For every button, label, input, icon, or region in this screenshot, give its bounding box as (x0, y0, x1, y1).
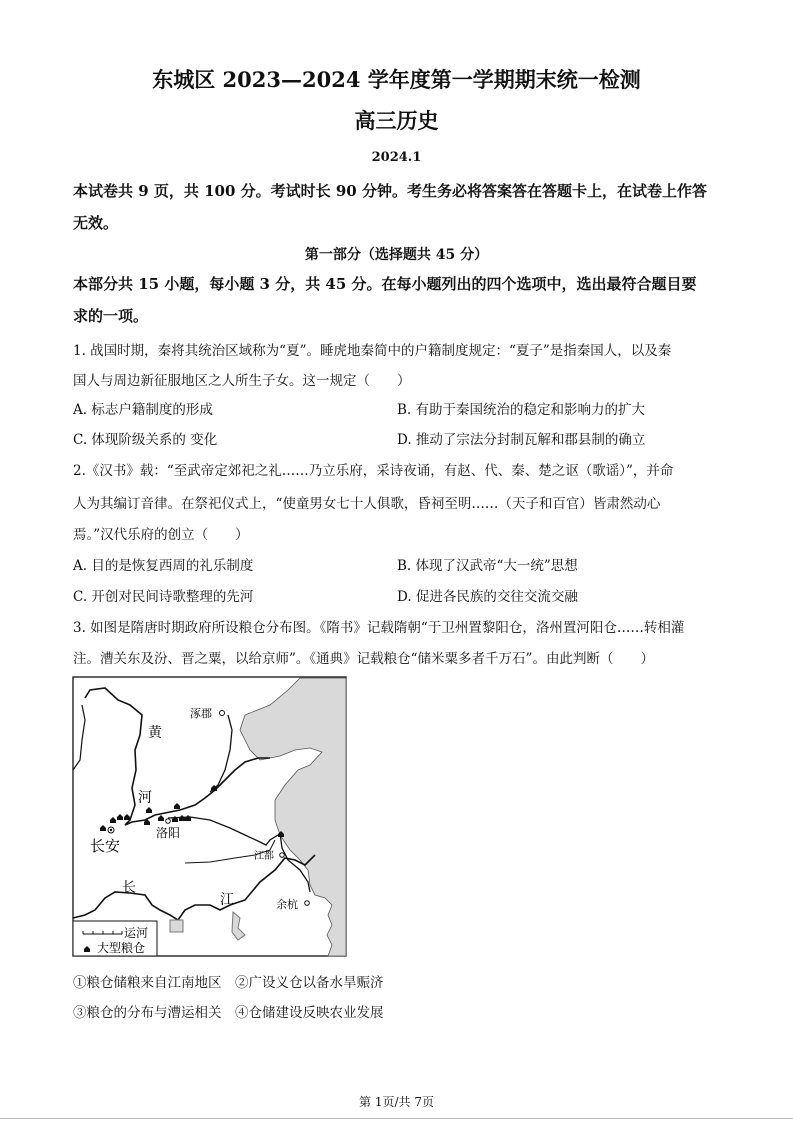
question-3-statements-line: ①粮仓储粮来自江南地区 ②广设义仓以备水旱赈济 (73, 975, 384, 991)
label-he: 河 (138, 790, 152, 806)
exam-title: 东城区 2023—2024 学年度第一学期期末统一检测 (152, 67, 641, 92)
question-2-option-c: C. 开创对民间诗歌整理的先河 (73, 589, 254, 605)
question-2-stem-line: 2.《汉书》载：“至武帝定郊祀之礼……乃立乐府，采诗夜诵，有赵、代、秦、楚之讴（歌谣）”，并命 (73, 463, 674, 479)
question-3-stem-line: 注。漕关东及汾、晋之粟，以给京师”。《通典》记载粮仓“储米粟多者千万石”。由此判断（ ） (73, 651, 654, 667)
question-1-option-b: B. 有助于秦国统治的稳定和影响力的扩大 (397, 402, 646, 418)
label-zhuojun: 涿郡 (190, 707, 212, 720)
instructions-line-1: 本试卷共 9 页，共 100 分。考试时长 90 分钟。考生务必将答案答在答题卡上，在试卷上作答 (73, 182, 707, 200)
question-1-stem-line: 1. 战国时期，秦将其统治区域称为“夏”。睡虎地秦简中的户籍制度规定：“夏子”是指秦国人，以及秦 (73, 343, 672, 359)
question-1-option-c: C. 体现阶级关系的 变化 (73, 432, 218, 448)
label-changan: 长安 (90, 837, 121, 855)
section-desc-line-2: 求的一项。 (73, 307, 149, 325)
page-footer: 第 1页/共 7页 (359, 1095, 434, 1109)
label-luoyang: 洛阳 (156, 826, 181, 840)
question-2-option-a: A. 目的是恢复西周的礼乐制度 (73, 558, 254, 574)
section-desc-line-1: 本部分共 15 小题，每小题 3 分，共 45 分。在每小题列出的四个选项中，选出最符合题目要 (73, 275, 697, 293)
exam-date: 2024.1 (371, 150, 422, 165)
city-marker (280, 853, 285, 858)
legend-canal: 运河 (124, 926, 149, 940)
question-1-option-d: D. 推动了宗法分封制瓦解和郡县制的确立 (397, 432, 646, 448)
lake (170, 920, 183, 932)
instructions-line-2: 无效。 (73, 214, 119, 232)
label-jiang: 江 (220, 892, 234, 908)
exam-subject: 高三历史 (354, 108, 439, 133)
question-2-option-d: D. 促进各民族的交往交流交融 (397, 589, 578, 605)
legend-granary: 大型粮仓 (97, 941, 146, 955)
footer-divider (0, 1118, 793, 1119)
question-1-stem-line: 国人与周边新征服地区之人所生子女。这一规定（ ） (73, 373, 411, 389)
question-1-option-a: A. 标志户籍制度的形成 (73, 402, 213, 418)
question-2-stem-line: 人为其编订音律。在祭祀仪式上，“使童男女七十人俱歌，昏祠至明……（天子和百官）皆肃然动心 (73, 496, 661, 512)
question-3-stem-line: 3. 如图是隋唐时期政府所设粮仓分布图。《隋书》记载隋朝“于卫州置黎阳仓，洛州置河阳仓……转相灌 (73, 620, 685, 636)
label-jiangdu: 江都 (254, 851, 274, 862)
city-marker (220, 711, 225, 716)
granary-distribution-map (70, 670, 360, 960)
city-marker (305, 901, 310, 906)
question-2-stem-line: 焉。”汉代乐府的创立（ ） (73, 527, 249, 543)
label-huang: 黄 (148, 725, 162, 741)
label-yuhang: 余杭 (276, 898, 298, 911)
label-chang: 长 (122, 880, 136, 896)
city-marker (166, 819, 171, 824)
question-3-statements-line: ③粮仓的分布与漕运相关 ④仓储建设反映农业发展 (73, 1005, 384, 1021)
section-title: 第一部分（选择题共 45 分） (304, 247, 489, 263)
question-2-option-b: B. 体现了汉武帝“大一统”思想 (397, 558, 578, 574)
